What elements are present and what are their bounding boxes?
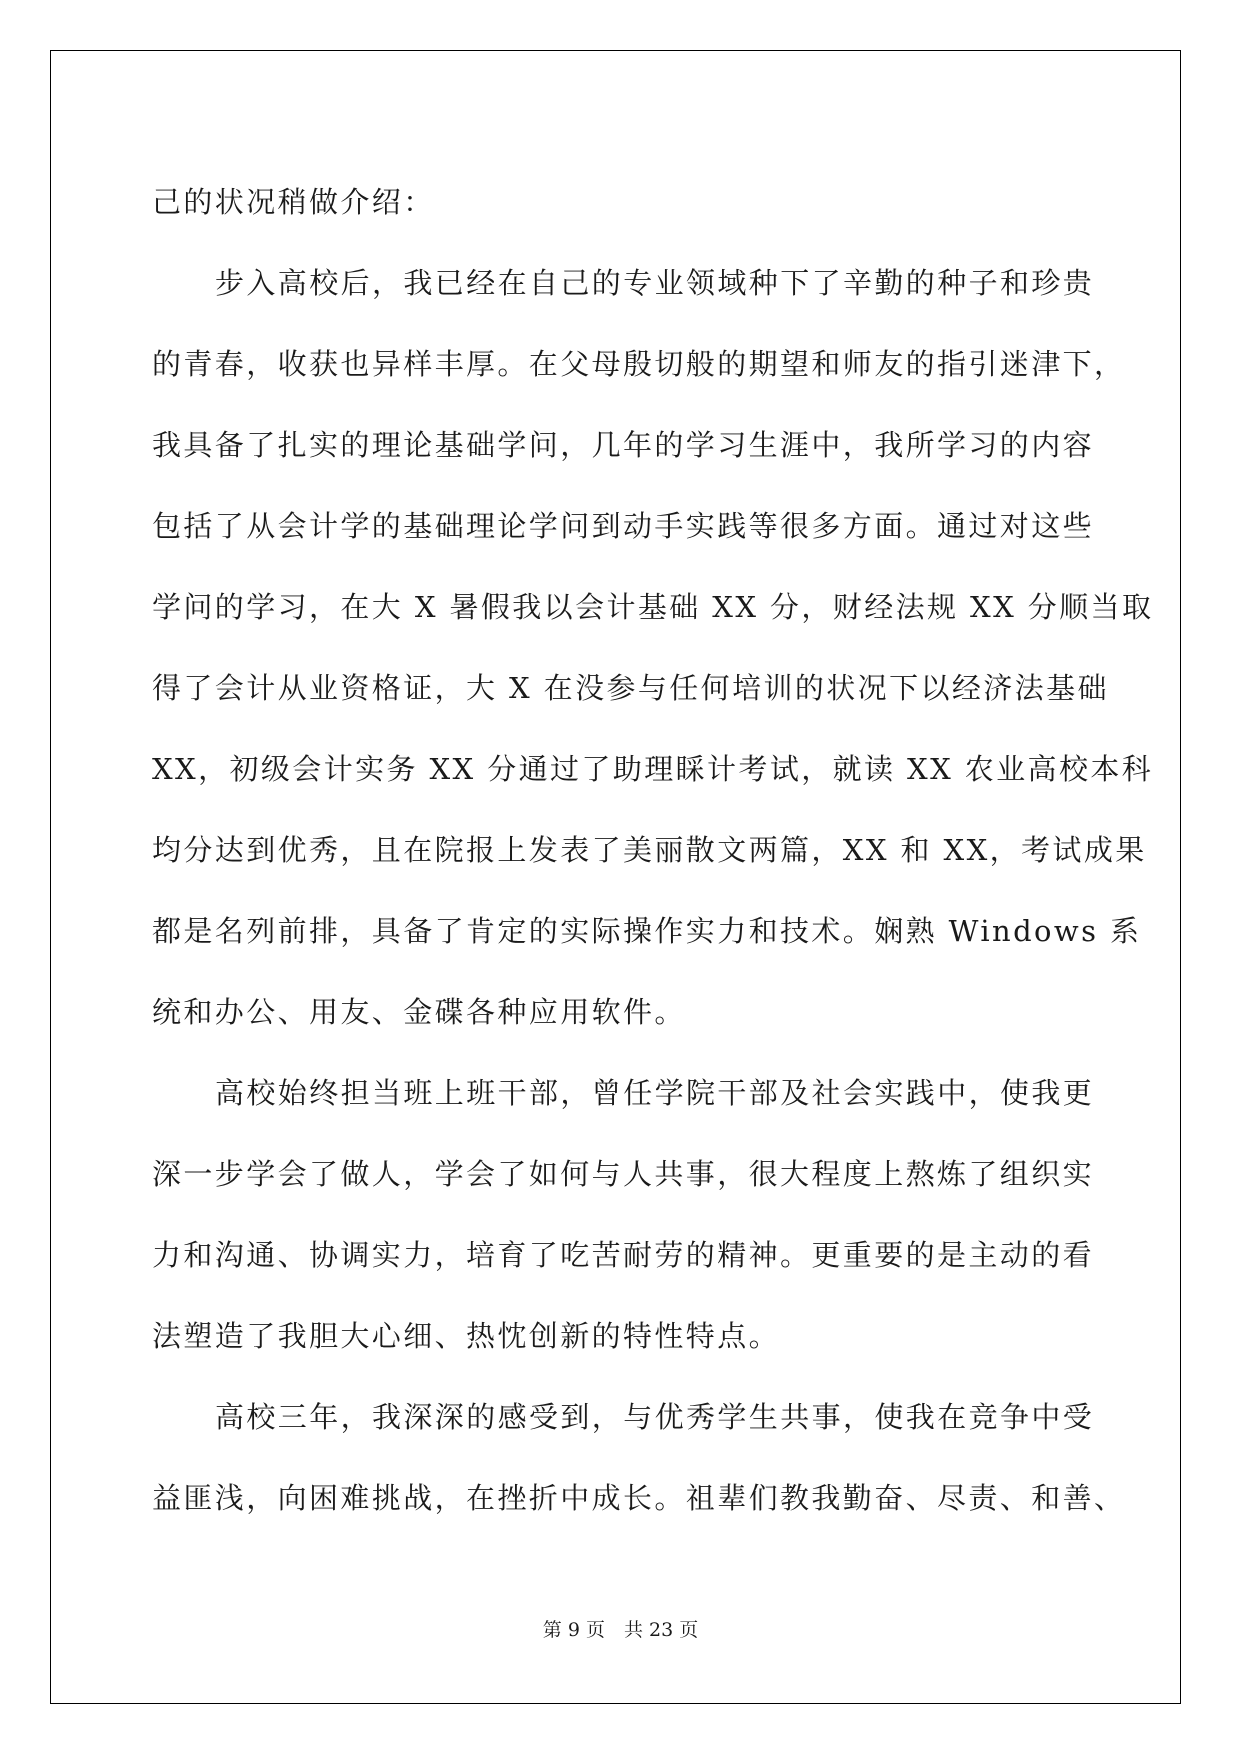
text-line: 力和沟通、协调实力，培育了吃苦耐劳的精神。更重要的是主动的看 (152, 1238, 1095, 1272)
paragraph-1 (152, 162, 1092, 243)
page-number: 第 9 页 共 23 页 (542, 1619, 699, 1641)
text-line: 包括了从会计学的基础理论学问到动手实践等很多方面。通过对这些 (152, 509, 1095, 543)
paragraph-3 (152, 1053, 1095, 1377)
text-line: 学问的学习，在大 X 暑假我以会计基础 XX 分，财经法规 XX 分顺当取 (152, 590, 1154, 624)
text-line: 的青春，收获也异样丰厚。在父母殷切般的期望和师友的指引迷津下， (152, 347, 1126, 381)
text-line: 深一步学会了做人，学会了如何与人共事，很大程度上熬炼了组织实 (152, 1157, 1095, 1191)
text-line: 步入高校后，我已经在自己的专业领域种下了辛勤的种子和珍贵 (215, 266, 1095, 300)
text-line: 己的状况稍做介绍： (152, 185, 435, 219)
text-line: 高校三年，我深深的感受到，与优秀学生共事，使我在竞争中受 (215, 1400, 1095, 1434)
paragraph-4 (152, 1377, 1126, 1539)
text-line: XX，初级会计实务 XX 分通过了助理睬计考试，就读 XX 农业高校本科 (152, 752, 1154, 786)
text-line: 均分达到优秀，且在院报上发表了美丽散文两篇，XX 和 XX，考试成果 (152, 833, 1147, 867)
paragraph-2 (152, 243, 1154, 1053)
text-line: 高校始终担当班上班干部，曾任学院干部及社会实践中，使我更 (215, 1076, 1095, 1110)
text-line: 法塑造了我胆大心细、热忱创新的特性特点。 (152, 1319, 781, 1353)
page-footer (0, 1615, 1241, 1642)
document-body (152, 165, 1154, 1539)
text-line: 益匪浅，向困难挑战，在挫折中成长。祖辈们教我勤奋、尽责、和善、 (152, 1481, 1126, 1515)
text-line: 我具备了扎实的理论基础学问，几年的学习生涯中，我所学习的内容 (152, 428, 1095, 462)
text-line: 统和办公、用友、金碟各种应用软件。 (152, 995, 686, 1029)
text-line: 都是名列前排，具备了肯定的实际操作实力和技术。娴熟 Windows 系 (152, 914, 1142, 948)
text-line: 得了会计从业资格证，大 X 在没参与任何培训的状况下以经济法基础 (152, 671, 1109, 705)
